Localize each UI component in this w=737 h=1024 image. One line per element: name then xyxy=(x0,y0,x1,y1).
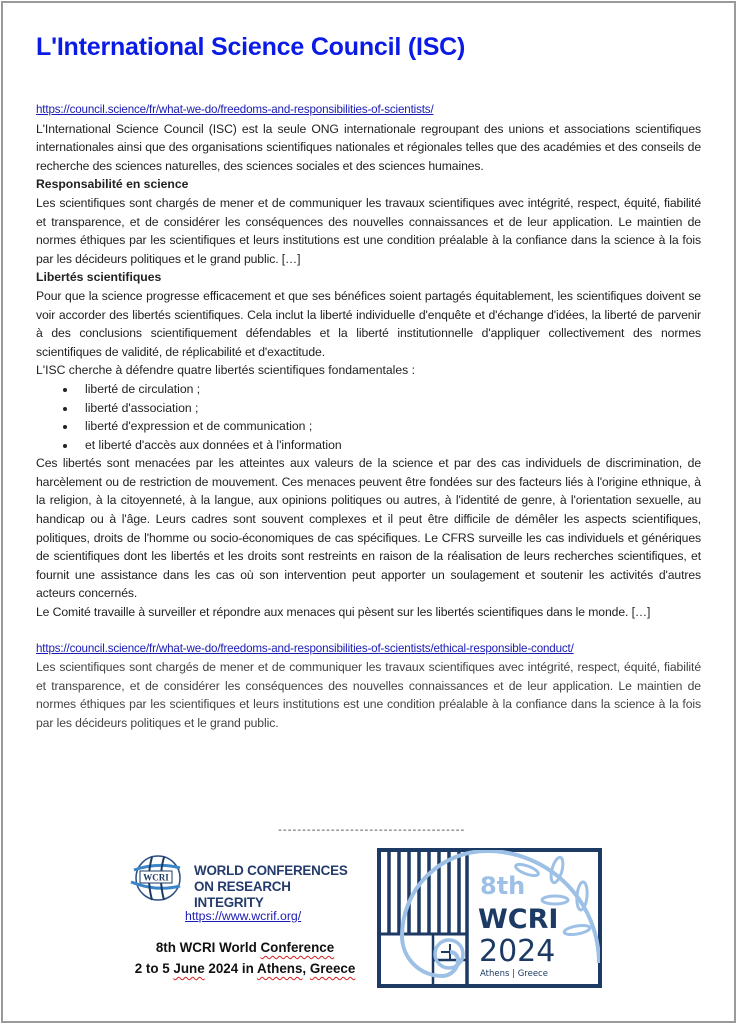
section-heading-libertes: Libertés scientifiques xyxy=(36,270,162,285)
closing-paragraph: Les scientifiques sont chargés de mener et de communiquer les travaux scientifiques avec intégrité, respect, équité, fiabilité et transparence, et de considérer les conséquences des nouvelles connaissances et de leur application. Le maintien de normes éthiques par les scientifiques et leurs institutions est une condition préalable à la confiance dans la science à la fois par les décideurs politiques et le grand public. xyxy=(36,660,701,730)
svg-text:WCRI: WCRI xyxy=(143,872,169,883)
divider-line: --------------------------------------- xyxy=(277,826,465,837)
isc-freedoms-link[interactable]: https://council.science/fr/what-we-do/freedoms-and-responsibilities-of-scientists/ xyxy=(36,103,434,116)
conference-title: 8th WCRI World Conference xyxy=(155,940,335,955)
libertes-list-intro: L'ISC cherche à défendre quatre libertés scientifiques fondamentales : xyxy=(36,363,416,378)
list-item: liberté de circulation ; xyxy=(61,380,701,399)
list-item: et liberté d'accès aux données et à l'information xyxy=(61,436,701,455)
wcri-2024-badge xyxy=(377,848,602,988)
document-title: L'International Science Council (ISC) xyxy=(36,33,466,61)
document-body xyxy=(36,101,701,733)
list-item: liberté d'association ; xyxy=(61,399,701,418)
conference-info xyxy=(120,937,370,979)
menaces-paragraph: Ces libertés sont menacées par les atteintes aux valeurs de la science et par des cas individuels de discrimination, de harcèlement ou de restriction de mouvement. Ces menaces peuvent être fondées sur des facteurs liés à l'origine ethnique, à la religion, à la citoyenneté, à la langue, aux opinions politiques ou autres, à l'identité de genre, à l'orientation sexuelle, au handicap ou à l'âge. Leurs cadres sont souvent complexes et il peut être difficile de démêler les aspects scientifiques, politiques, droits de l'homme ou socio-économiques de cas spécifiques. Le CFRS surveille les cas individuels et génériques de scientifiques dont les libertés et les droits sont restreints en raison de la réalisation de leurs recherches scientifiques, et fournit une assistance dans les cas où son intervention peut apporter un soulagement et soutenir les activités d'autres acteurs concernés. xyxy=(36,456,701,601)
intro-paragraph: L'International Science Council (ISC) est la seule ONG internationale regroupant des unions et associations scientifiques internationales ainsi que des organisations scientifiques nationales et régionales telles que des académies et des conseils de recherche des sciences naturelles, des sciences sociales et des sciences humaines. xyxy=(36,121,701,173)
svg-text:Athens | Greece: Athens | Greece xyxy=(480,969,548,979)
libertes-list xyxy=(36,380,701,454)
wcri-wordmark: WORLD CONFERENCES ON RESEARCH INTEGRITY xyxy=(194,863,348,910)
svg-text:WCRI: WCRI xyxy=(478,904,559,935)
svg-text:2024: 2024 xyxy=(479,934,556,969)
libertes-paragraph: Pour que la science progresse efficacement et que ses bénéfices soient partagés équitablement, les scientifiques doivent se voir accorder des libertés scientifiques. Cela inclut la liberté individuelle d'enquête et d'échange d'idées, la liberté de parvenir à des conclusions scientifiquement défendables et la liberté institutionnelle d'appliquer collectivement des normes scientifiques de validité, de réplicabilité et d'exactitude. xyxy=(36,288,701,359)
ethical-conduct-link[interactable]: https://council.science/fr/what-we-do/freedoms-and-responsibilities-of-scientists/ethical-responsible-conduct/ xyxy=(36,641,574,655)
comite-paragraph: Le Comité travaille à surveiller et répondre aux menaces qui pèsent sur les libertés scientifiques dans le monde. […] xyxy=(36,605,651,620)
wcri-logo xyxy=(128,852,358,910)
section-heading-responsabilite: Responsabilité en science xyxy=(36,177,189,192)
responsabilite-paragraph: Les scientifiques sont chargés de mener et de communiquer les travaux scientifiques avec intégrité, respect, équité, fiabilité et transparence, et de considérer les conséquences des nouvelles connaissances et de leur application. Le maintien de normes éthiques par les scientifiques et leurs institutions est une condition préalable à la confiance dans la science à la fois par les décideurs politiques et le grand public. […] xyxy=(36,195,701,266)
svg-text:8th: 8th xyxy=(480,872,526,900)
conference-dates: 2 to 5 June 2024 in Athens, Greece xyxy=(134,961,356,976)
wcri-globe-icon xyxy=(128,852,184,904)
wcrif-link[interactable]: https://www.wcrif.org/ xyxy=(185,909,302,923)
list-item: liberté d'expression et de communication ; xyxy=(61,417,701,436)
